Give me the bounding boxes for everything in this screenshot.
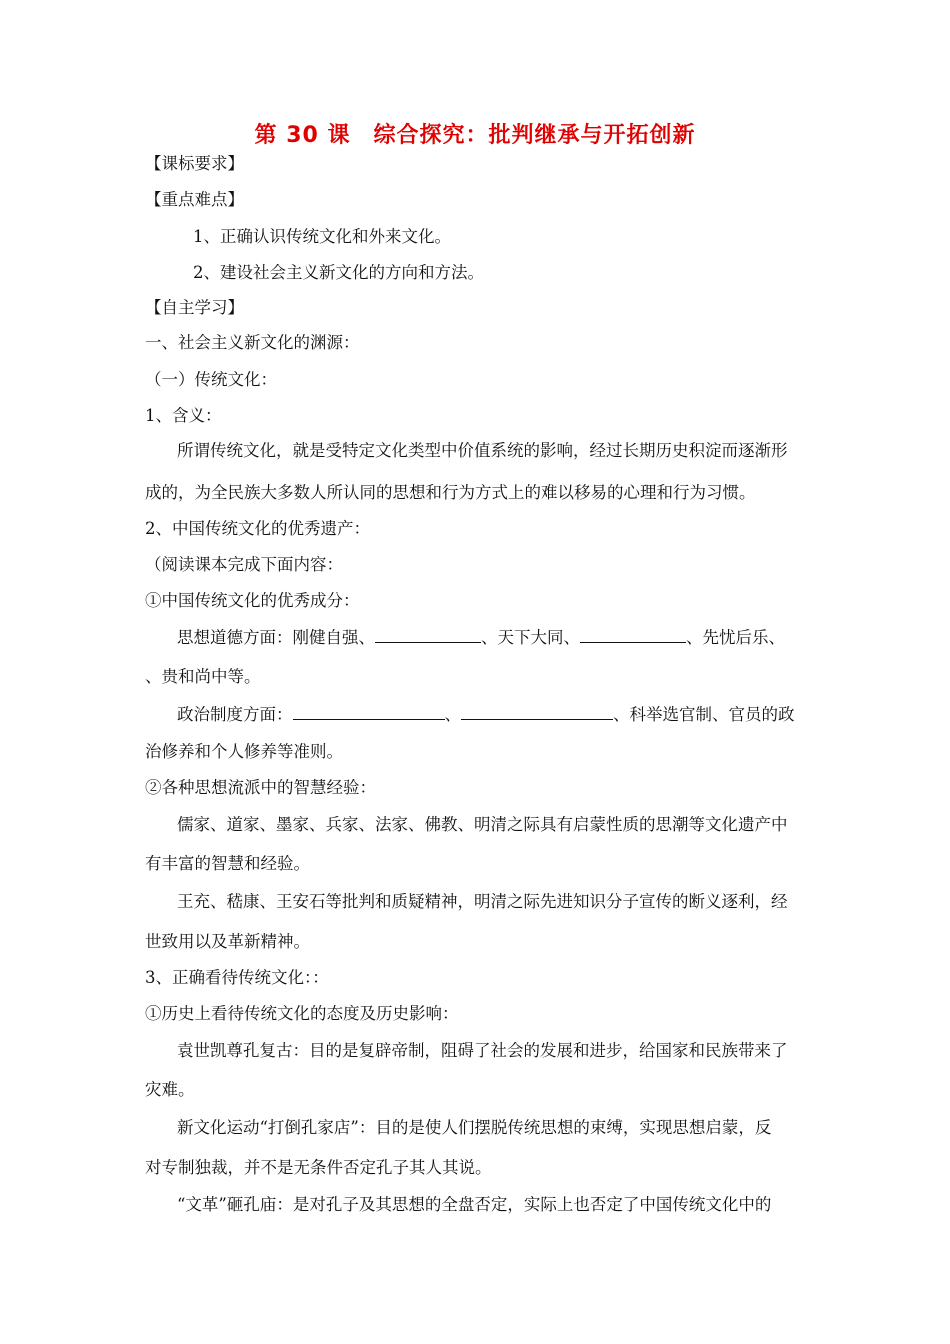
paragraph-line: 灾难。 xyxy=(145,1080,195,1099)
paragraph-line: “文革”砸孔庙：是对孔子及其思想的全盘否定，实际上也否定了中国传统文化中的 xyxy=(177,1195,772,1214)
paragraph-line: 世致用以及革新精神。 xyxy=(145,932,310,951)
line-text: 、先忧后乐、 xyxy=(686,628,785,647)
item-subheading: ②各种思想流派中的智慧经验： xyxy=(145,778,376,797)
paragraph-line: 成的，为全民族大多数人所认同的思想和行为方式上的难以移易的心理和行为习惯。 xyxy=(145,483,756,502)
key-point-item: 1、正确认识传统文化和外来文化。 xyxy=(193,227,451,246)
item-heading: 1、含义： xyxy=(145,406,222,425)
answer-blank[interactable] xyxy=(461,703,613,720)
paragraph-line: 王充、嵇康、王安石等批判和质疑精神，明清之际先进知识分子宣传的断义逐利，经 xyxy=(177,892,788,911)
answer-blank[interactable] xyxy=(580,626,686,643)
paragraph-line: 、贵和尚中等。 xyxy=(145,667,261,686)
paragraph-line: 儒家、道家、墨家、兵家、法家、佛教、明清之际具有启蒙性质的思潮等文化遗产中 xyxy=(177,815,788,834)
line-text: 、天下大同、 xyxy=(481,628,580,647)
paragraph-line: 袁世凯尊孔复古：目的是复辟帝制，阻碍了社会的发展和进步，给国家和民族带来了 xyxy=(177,1041,788,1060)
reading-note: （阅读课本完成下面内容： xyxy=(145,555,343,574)
lesson-title: 第 30 课 综合探究：批判继承与开拓创新 xyxy=(254,123,696,148)
item-subheading: ①中国传统文化的优秀成分： xyxy=(145,591,360,610)
line-text: 、科举选官制、官员的政 xyxy=(613,705,795,724)
key-point-item: 2、建设社会主义新文化的方向和方法。 xyxy=(193,263,484,282)
paragraph-line: 新文化运动“打倒孔家店”：目的是使人们摆脱传统思想的束缚，实现思想启蒙，反 xyxy=(177,1118,772,1137)
line-text: 、 xyxy=(444,705,461,724)
paragraph-line: 有丰富的智慧和经验。 xyxy=(145,854,310,873)
answer-blank[interactable] xyxy=(375,626,481,643)
sub-heading: （一）传统文化： xyxy=(145,370,277,389)
fill-in-line xyxy=(177,703,795,726)
item-subheading: ①历史上看待传统文化的态度及历史影响： xyxy=(145,1004,459,1023)
line-text: 政治制度方面： xyxy=(177,705,293,724)
paragraph-line: 治修养和个人修养等准则。 xyxy=(145,742,343,761)
part-heading: 一、社会主义新文化的渊源： xyxy=(145,333,360,352)
section-key-points: 【重点难点】 xyxy=(145,190,244,209)
fill-in-line xyxy=(177,626,785,649)
answer-blank[interactable] xyxy=(293,703,445,720)
paragraph-line: 对专制独裁，并不是无条件否定孔子其人其说。 xyxy=(145,1158,492,1177)
paragraph-line: 所谓传统文化，就是受特定文化类型中价值系统的影响，经过长期历史积淀而逐渐形 xyxy=(177,441,788,460)
section-curriculum-requirements: 【课标要求】 xyxy=(145,154,244,173)
item-heading: 3、正确看待传统文化：： xyxy=(145,968,329,987)
section-self-study: 【自主学习】 xyxy=(145,298,244,317)
item-heading: 2、中国传统文化的优秀遗产： xyxy=(145,519,370,538)
line-text: 思想道德方面：刚健自强、 xyxy=(177,628,375,647)
